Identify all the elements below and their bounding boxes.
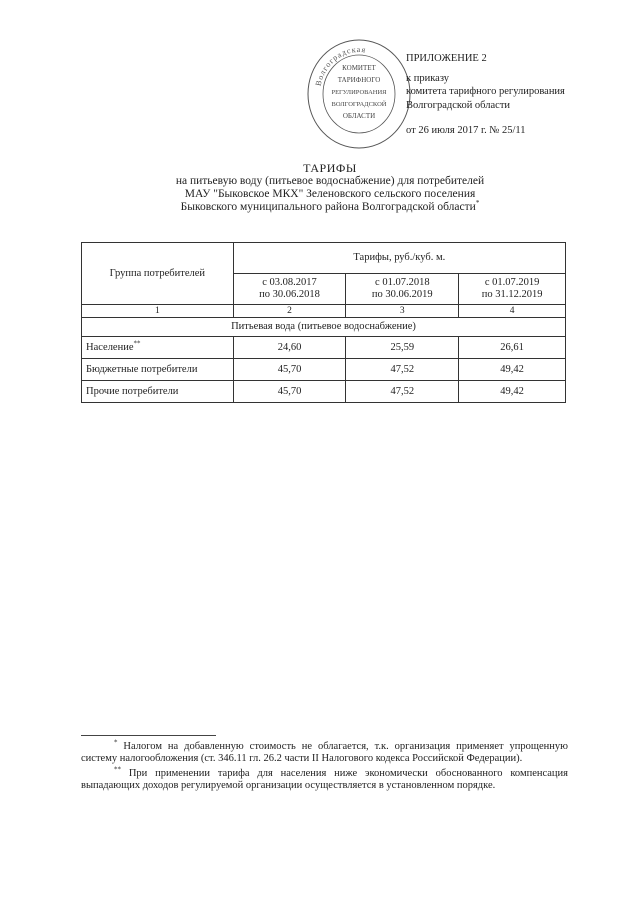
tariff-value: 45,70 bbox=[233, 381, 346, 403]
appendix-line: комитета тарифного регулирования bbox=[406, 86, 565, 97]
footnotes bbox=[81, 738, 569, 795]
period-cell: с 03.08.2017 по 30.06.2018 bbox=[233, 274, 346, 305]
stamp-line: РЕГУЛИРОВАНИЯ bbox=[331, 89, 387, 96]
title-line: МАУ "Быковское МКХ" Зеленовского сельского поселения bbox=[184, 188, 476, 200]
appendix-header bbox=[406, 52, 565, 138]
stamp-ring-text: Волгоградская bbox=[313, 44, 367, 87]
table-row bbox=[82, 337, 566, 359]
section-header: Питьевая вода (питьевое водоснабжение) bbox=[82, 318, 566, 337]
appendix-line: к приказу bbox=[406, 72, 449, 84]
tariff-value: 47,52 bbox=[346, 381, 459, 403]
row-label: Прочие потребители bbox=[82, 381, 234, 403]
appendix-line: Волгоградской области bbox=[406, 99, 511, 111]
document-title bbox=[100, 162, 560, 214]
stamp-line: ВОЛГОГРАДСКОЙ bbox=[331, 101, 387, 108]
footnote: ** При применении тарифа для населения ниже экономически обоснованного компенсация выпадающих доходов регулируемой организации осуществляется в установленном порядке. bbox=[81, 765, 569, 791]
period-cell: с 01.07.2019 по 31.12.2019 bbox=[459, 274, 566, 305]
title-line: на питьевую воду (питьевое водоснабжение) для потребителей bbox=[175, 175, 485, 187]
footnote-divider bbox=[81, 735, 216, 736]
tariff-value: 49,42 bbox=[459, 381, 566, 403]
footnote-mark: * bbox=[475, 199, 480, 208]
stamp-line: ТАРИФНОГО bbox=[337, 76, 381, 84]
title-line: Быковского муниципального района Волгоградской области* bbox=[180, 199, 480, 213]
page-title: ТАРИФЫ bbox=[303, 161, 357, 175]
tariff-value: 49,42 bbox=[459, 359, 566, 381]
tariff-value: 47,52 bbox=[346, 359, 459, 381]
stamp-line: ОБЛАСТИ bbox=[342, 112, 376, 120]
tariff-table bbox=[81, 242, 566, 403]
group-header-cell: Группа потребителей bbox=[82, 243, 234, 305]
column-number: 1 bbox=[82, 305, 234, 318]
row-label: Бюджетные потребители bbox=[82, 359, 234, 381]
row-label: Население** bbox=[82, 337, 234, 359]
tariff-value: 45,70 bbox=[233, 359, 346, 381]
appendix-date: от 26 июля 2017 г. № 25/11 bbox=[406, 125, 526, 136]
table-row bbox=[82, 359, 566, 381]
table-row bbox=[82, 381, 566, 403]
period-cell: с 01.07.2018 по 30.06.2019 bbox=[346, 274, 459, 305]
column-number: 3 bbox=[346, 305, 459, 318]
tariff-value: 26,61 bbox=[459, 337, 566, 359]
tariff-value: 24,60 bbox=[233, 337, 346, 359]
tariff-value: 25,59 bbox=[346, 337, 459, 359]
column-number: 4 bbox=[459, 305, 566, 318]
tariffs-header-cell: Тарифы, руб./куб. м. bbox=[233, 243, 565, 274]
appendix-title: ПРИЛОЖЕНИЕ 2 bbox=[406, 53, 487, 64]
column-number: 2 bbox=[233, 305, 346, 318]
footnote: * Налогом на добавленную стоимость не облагается, т.к. организация применяет упрощенную систему налогообложения (ст. 346.11 гл. 26.2 части II Налогового кодекса Российской Федерации). bbox=[81, 738, 568, 764]
official-stamp bbox=[306, 38, 412, 150]
stamp-line: КОМИТЕТ bbox=[342, 64, 376, 72]
